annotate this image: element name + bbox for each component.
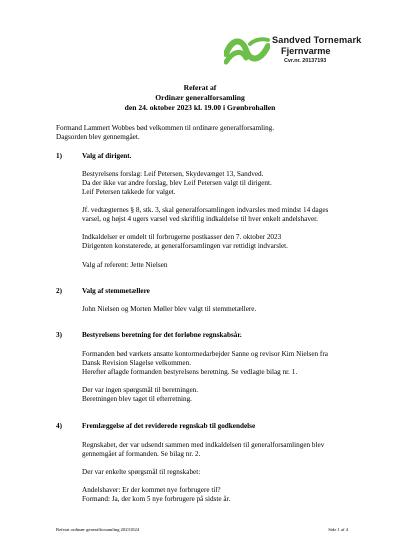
section-text: Andelshaver: Er der kommet nye forbrugere til?	[82, 486, 221, 494]
section-text: Herefter aflagde formanden bestyrelsens beretning. Se vedlagte bilag nr. 1.	[82, 368, 298, 376]
section-title: Bestyrelsens beretning for det forløbne regnskabsår.	[82, 331, 242, 339]
section-text: Bestyrelsens forslag: Leif Petersen, Skydevænget 13, Sandved.	[82, 170, 264, 178]
section-text: Der var enkelte spørgsmål til regnskabet:	[82, 468, 201, 476]
footer-document-name: Referat ordinær generalforsamling 20231024	[56, 527, 140, 532]
company-cvr: Cvr.nr. 20137193	[284, 58, 327, 64]
heading-line-3: den 24. oktober 2023 kl. 19.00 i Grønbrohallen	[124, 103, 276, 112]
section-number: 4)	[56, 422, 62, 430]
section-text: Valg af referent: Jette Nielsen	[82, 261, 168, 269]
heading-line-2: Ordinær generalforsamling	[155, 93, 245, 102]
footer-page-number: Side 1 af 4	[328, 527, 348, 532]
company-logo	[224, 36, 368, 70]
section-text: Formanden bød værkets ansatte kontormedarbejder Sanne og revisor Kim Nielsen fra	[82, 350, 328, 358]
section-text: Beretningen blev taget til efterretning.	[82, 395, 192, 403]
section-text: gennemgået af formanden. Se bilag nr. 2.	[82, 450, 201, 458]
section-text: Formand: Ja, der kom 5 nye forbrugere på sidste år.	[82, 495, 231, 503]
section-text: Der var ingen spørgsmål til beretningen.	[82, 386, 199, 394]
intro-line: Dagsorden blev gennemgået.	[56, 133, 140, 141]
intro-line: Formand Lammert Wobbes bød velkommen til ordinære generalforsamling.	[56, 124, 275, 132]
section-text: John Nielsen og Morten Møller blev valgt til stemmetællere.	[82, 305, 257, 313]
section-text: Leif Petersen takkede for valget.	[82, 188, 176, 196]
section-text: Regnskabet, der var udsendt sammen med indkaldelsen til generalforsamlingen blev	[82, 441, 325, 449]
section-number: 1)	[56, 152, 62, 160]
company-subtitle: Fjernvarme	[281, 46, 331, 56]
heading-line-1: Referat af	[183, 83, 217, 92]
section-text: Da der ikke var andre forslag, blev Leif Petersen valgt til dirigent.	[82, 179, 272, 187]
section-text: Dansk Revision Slagelse velkommen.	[82, 359, 191, 367]
company-name: Sandved Tornemark	[272, 35, 362, 45]
section-title: Valg af dirigent.	[82, 152, 132, 160]
section-text: Indkaldelser er omdelt til forbrugerne postkasser den 7. oktober 2023	[82, 233, 282, 241]
section-number: 2)	[56, 287, 62, 295]
section-text: varsel, og højst 4 ugers varsel ved skriftlig indkaldelse til hver enkelt andelshaver.	[82, 215, 318, 223]
section-title: Valg af stemmetællere	[82, 287, 150, 295]
section-text: Jf. vedtægternes § 8, stk. 3, skal generalforsamlingen indvarsles med mindst 14 dages	[82, 206, 329, 214]
section-number: 3)	[56, 331, 62, 339]
section-text: Dirigenten konstaterede, at generalforsamlingen var rettidigt indvarslet.	[82, 242, 288, 250]
heat-pipe-logo-icon	[224, 36, 270, 66]
section-title: Fremlæggelse af det reviderede regnskab til godkendelse	[82, 422, 256, 430]
